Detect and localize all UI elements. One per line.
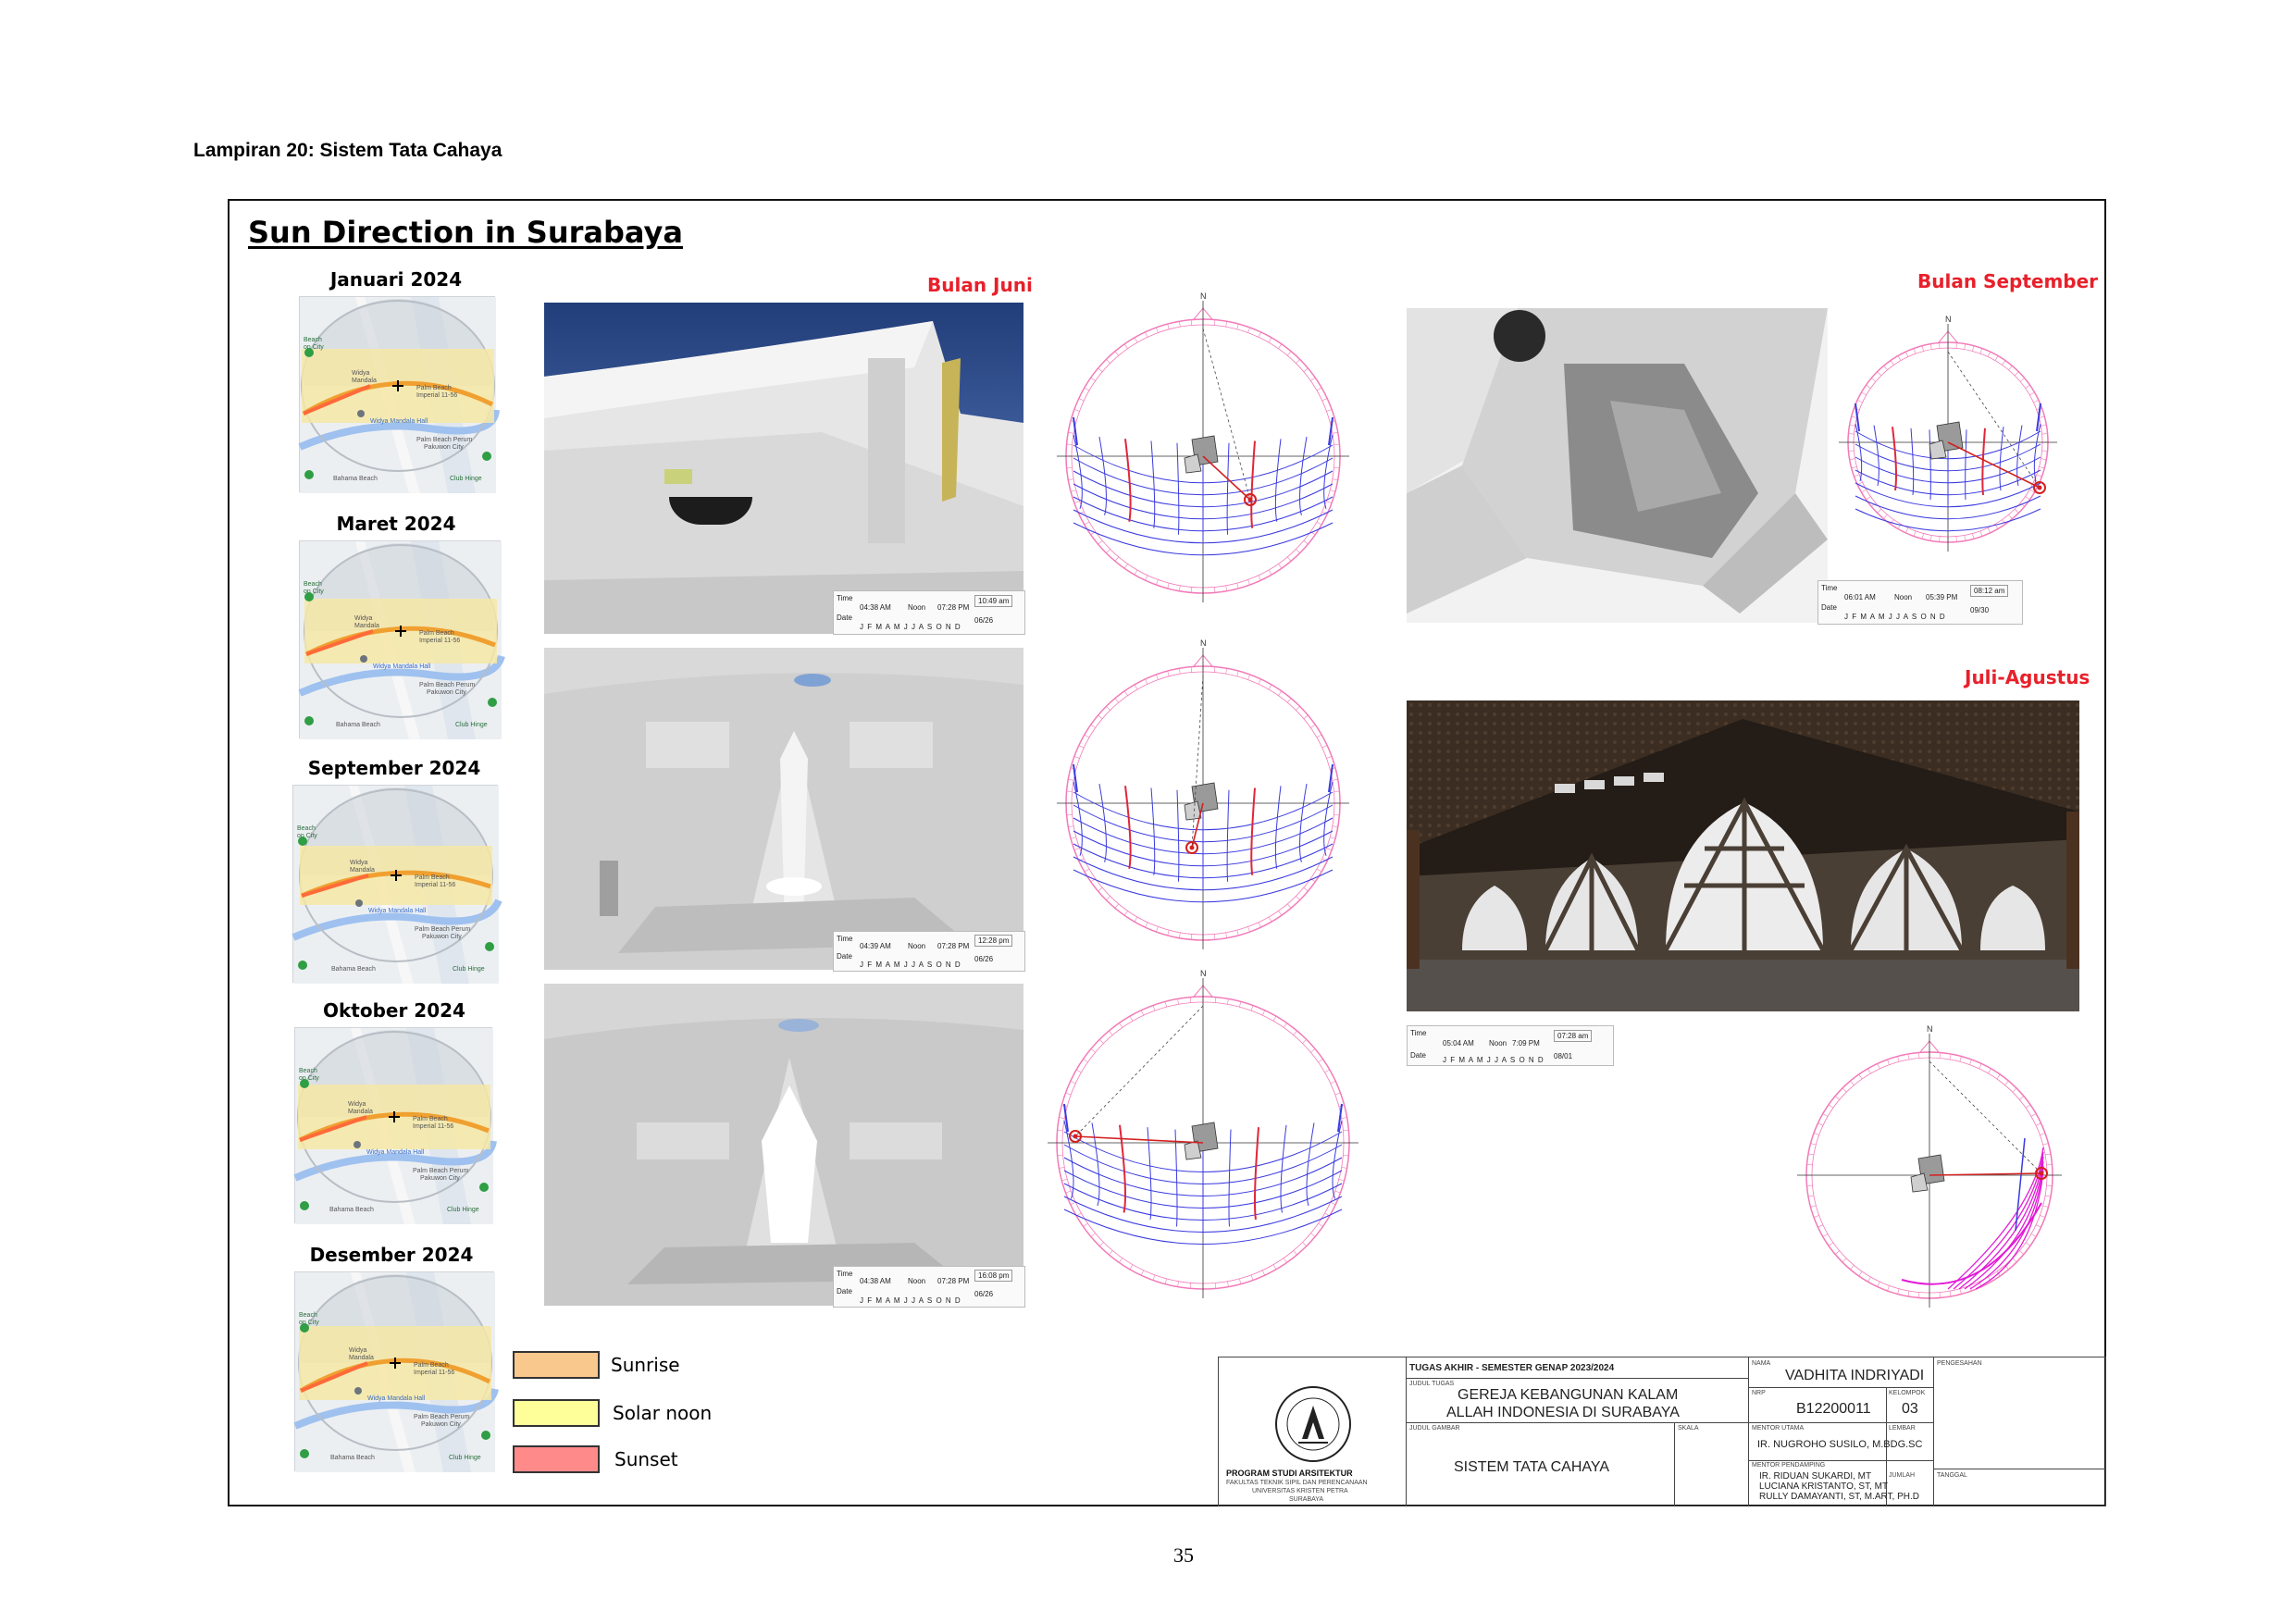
svg-text:Palm Beach: Palm Beach: [415, 874, 450, 881]
sun-path-map-5: [294, 1271, 494, 1471]
month-scale: J F M A M J J A S O N D: [1443, 1056, 1544, 1064]
svg-text:N: N: [1200, 638, 1207, 648]
svg-text:Palm Beach: Palm Beach: [416, 385, 452, 391]
svg-text:N: N: [1927, 1024, 1933, 1034]
svg-text:on City: on City: [299, 1075, 319, 1082]
svg-text:on City: on City: [304, 589, 324, 595]
sun-path-map-1: [299, 296, 495, 492]
svg-text:Palm Beach: Palm Beach: [419, 630, 454, 637]
date-value[interactable]: 06/26: [974, 1290, 994, 1298]
page-heading: Lampiran 20: Sistem Tata Cahaya: [193, 140, 502, 161]
tb-pendamping-label: MENTOR PENDAMPING: [1752, 1462, 1826, 1469]
svg-text:Pakuwon City: Pakuwon City: [420, 1175, 460, 1182]
tb-mentor: IR. NUGROHO SUSILO, M.BDG.SC: [1757, 1439, 1923, 1450]
tb-name: VADHITA INDRIYADI: [1785, 1368, 1925, 1383]
svg-text:Widya Mandala Hall: Widya Mandala Hall: [368, 908, 427, 914]
svg-text:Imperial 11-56: Imperial 11-56: [416, 392, 458, 399]
svg-text:Club Hinge: Club Hinge: [449, 1455, 481, 1461]
time-noon: Noon: [908, 942, 926, 950]
svg-text:on City: on City: [299, 1320, 319, 1326]
month-scale: J F M A M J J A S O N D: [860, 961, 961, 969]
time-value[interactable]: 07:28 am: [1554, 1030, 1592, 1042]
legend-label-sunrise: Sunrise: [611, 1354, 680, 1376]
page-number: 35: [1173, 1543, 1194, 1567]
tb-tanggal-label: TANGGAL: [1937, 1472, 1967, 1479]
map-label-2: Maret 2024: [336, 513, 456, 535]
date-label: Date: [837, 952, 852, 961]
svg-text:Bahama Beach: Bahama Beach: [331, 966, 376, 973]
section-label-juli-agustus: Juli-Agustus: [1965, 666, 2090, 688]
date-label: Date: [1410, 1051, 1426, 1060]
svg-text:Pakuwon City: Pakuwon City: [424, 444, 464, 451]
time-end: 07:28 PM: [937, 1277, 970, 1285]
svg-text:Club Hinge: Club Hinge: [447, 1207, 479, 1213]
time-panel-5[interactable]: [1407, 1025, 1614, 1066]
svg-text:Club Hinge: Club Hinge: [453, 966, 485, 973]
date-value[interactable]: 08/01: [1554, 1052, 1573, 1060]
date-label: Date: [837, 1287, 852, 1295]
time-value[interactable]: 16:08 pm: [974, 1270, 1012, 1282]
tb-drawing-title: SISTEM TATA CAHAYA: [1454, 1459, 1610, 1475]
time-value[interactable]: 10:49 am: [974, 595, 1012, 607]
time-panel-1[interactable]: [833, 590, 1025, 635]
tb-pendamping3: RULLY DAMAYANTI, ST, M.ART, PH.D: [1759, 1492, 1919, 1502]
title-block: [1218, 1357, 2106, 1506]
render-june-morning: [544, 303, 1023, 634]
tb-pendamping1: IR. RIDUAN SUKARDI, MT: [1759, 1471, 1872, 1481]
time-noon: Noon: [908, 603, 926, 612]
sun-path-diagram-2: [1046, 638, 1360, 947]
time-value[interactable]: 12:28 pm: [974, 935, 1012, 947]
tb-faculty: FAKULTAS TEKNIK SIPIL DAN PERENCANAAN: [1226, 1480, 1368, 1486]
svg-text:Mandala: Mandala: [354, 623, 379, 629]
date-label: Date: [837, 614, 852, 622]
tb-kelompok: 03: [1902, 1401, 1918, 1417]
render-september-aerial: [1407, 308, 1828, 623]
svg-text:Palm Beach Perum: Palm Beach Perum: [414, 1414, 470, 1420]
sun-path-diagram-1: [1046, 291, 1360, 600]
time-start: 04:38 AM: [860, 603, 891, 612]
tb-judul-tugas-label: JUDUL TUGAS: [1409, 1381, 1455, 1387]
time-label: Time: [1410, 1029, 1427, 1037]
tb-skala-label: SKALA: [1678, 1425, 1699, 1432]
svg-text:Palm Beach Perum: Palm Beach Perum: [416, 437, 473, 443]
svg-text:Mandala: Mandala: [348, 1109, 373, 1115]
svg-text:Widya Mandala Hall: Widya Mandala Hall: [367, 1395, 426, 1402]
time-start: 06:01 AM: [1844, 593, 1876, 601]
svg-text:on City: on City: [297, 833, 317, 839]
section-label-september: Bulan September: [1917, 270, 2099, 292]
section-label-juni: Bulan Juni: [927, 274, 1033, 296]
legend-label-sunset: Sunset: [614, 1448, 678, 1470]
svg-text:Widya: Widya: [352, 370, 370, 377]
svg-text:Widya Mandala Hall: Widya Mandala Hall: [366, 1149, 425, 1156]
svg-text:Pakuwon City: Pakuwon City: [427, 689, 466, 696]
svg-text:Mandala: Mandala: [350, 867, 375, 874]
svg-text:Mandala: Mandala: [352, 378, 377, 384]
render-june-afternoon: [544, 984, 1023, 1306]
svg-text:Pakuwon City: Pakuwon City: [422, 934, 462, 940]
date-label: Date: [1821, 603, 1837, 612]
month-scale: J F M A M J J A S O N D: [860, 1296, 961, 1305]
time-start: 04:38 AM: [860, 1277, 891, 1285]
svg-text:Widya: Widya: [348, 1101, 366, 1108]
tb-pengesahan-label: PENGESAHAN: [1937, 1360, 1982, 1367]
svg-text:Beach: Beach: [304, 581, 322, 588]
sun-path-diagram-4: [1832, 315, 2064, 549]
tb-project-line2: ALLAH INDONESIA DI SURABAYA: [1446, 1405, 1680, 1420]
map-label-5: Desember 2024: [309, 1244, 474, 1266]
month-scale: J F M A M J J A S O N D: [860, 623, 961, 631]
date-value[interactable]: 06/26: [974, 616, 994, 625]
tb-lembar-label: LEMBAR: [1889, 1425, 1916, 1432]
tb-city: SURABAYA: [1289, 1496, 1324, 1503]
time-value[interactable]: 08:12 am: [1970, 585, 2008, 597]
svg-text:Beach: Beach: [299, 1312, 317, 1319]
svg-text:Palm Beach Perum: Palm Beach Perum: [419, 682, 476, 688]
svg-text:Beach: Beach: [304, 337, 322, 343]
svg-text:Palm Beach: Palm Beach: [414, 1362, 449, 1369]
svg-text:Beach: Beach: [297, 825, 316, 832]
tb-judul-gambar-label: JUDUL GAMBAR: [1409, 1425, 1460, 1432]
svg-text:Mandala: Mandala: [349, 1355, 374, 1361]
svg-text:Imperial 11-56: Imperial 11-56: [413, 1123, 454, 1130]
svg-text:N: N: [1200, 291, 1207, 301]
render-june-noon: [544, 648, 1023, 970]
time-end: 05:39 PM: [1926, 593, 1958, 601]
svg-text:Bahama Beach: Bahama Beach: [330, 1455, 375, 1461]
svg-text:Imperial 11-56: Imperial 11-56: [414, 1370, 455, 1376]
svg-text:Bahama Beach: Bahama Beach: [333, 476, 378, 482]
legend-label-solar-noon: Solar noon: [613, 1402, 713, 1424]
time-panel-4[interactable]: [1817, 580, 2023, 625]
render-juli-agustus: [1407, 700, 2079, 1011]
svg-text:Bahama Beach: Bahama Beach: [336, 722, 380, 728]
time-label: Time: [837, 935, 853, 943]
tb-jumlah-label: JUMLAH: [1889, 1472, 1916, 1479]
tb-school: PROGRAM STUDI ARSITEKTUR: [1226, 1469, 1353, 1478]
time-start: 04:39 AM: [860, 942, 891, 950]
svg-text:Palm Beach Perum: Palm Beach Perum: [413, 1168, 469, 1174]
tb-mentor-label: MENTOR UTAMA: [1752, 1425, 1805, 1432]
university-seal-icon: [1274, 1385, 1352, 1463]
time-end: 07:28 PM: [937, 942, 970, 950]
tb-kelompok-label: KELOMPOK: [1889, 1390, 1926, 1396]
month-scale: J F M A M J J A S O N D: [1844, 613, 1946, 621]
map-label-4: Oktober 2024: [323, 999, 465, 1022]
time-noon: Noon: [1489, 1039, 1507, 1048]
tb-project-line1: GEREJA KEBANGUNAN KALAM: [1458, 1387, 1679, 1403]
time-label: Time: [1821, 584, 1838, 592]
time-panel-3[interactable]: [833, 1266, 1025, 1308]
svg-text:Imperial 11-56: Imperial 11-56: [415, 882, 456, 888]
svg-text:Widya Mandala Hall: Widya Mandala Hall: [370, 418, 428, 425]
date-value[interactable]: 09/30: [1970, 606, 1990, 614]
map-label-3: September 2024: [307, 757, 481, 779]
sun-path-diagram-5: [1795, 1024, 2064, 1309]
svg-text:N: N: [1200, 969, 1207, 978]
svg-text:Palm Beach: Palm Beach: [413, 1116, 448, 1122]
time-noon: Noon: [1894, 593, 1913, 601]
tb-university: UNIVERSITAS KRISTEN PETRA: [1252, 1488, 1348, 1494]
svg-text:Widya: Widya: [354, 615, 373, 622]
time-end: 7:09 PM: [1512, 1039, 1540, 1048]
sun-path-diagram-3: [1046, 969, 1360, 1295]
svg-text:Bahama Beach: Bahama Beach: [329, 1207, 374, 1213]
sun-path-map-4: [294, 1027, 492, 1223]
svg-text:on City: on City: [304, 344, 324, 351]
svg-text:Club Hinge: Club Hinge: [450, 476, 482, 482]
svg-text:N: N: [1945, 315, 1952, 324]
svg-text:Pakuwon City: Pakuwon City: [421, 1421, 461, 1428]
tb-nrp-label: NRP: [1752, 1390, 1766, 1396]
svg-text:Widya: Widya: [350, 860, 368, 866]
time-label: Time: [837, 1270, 853, 1278]
sheet-title: Sun Direction in Surabaya: [248, 215, 683, 250]
legend-swatch-solar-noon: [513, 1399, 600, 1427]
map-label-1: Januari 2024: [329, 268, 463, 291]
time-label: Time: [837, 594, 853, 602]
svg-text:Palm Beach Perum: Palm Beach Perum: [415, 926, 471, 933]
sun-path-map-2: [299, 540, 501, 738]
sun-path-map-3: [292, 785, 498, 983]
tb-course: TUGAS AKHIR - SEMESTER GENAP 2023/2024: [1409, 1363, 1615, 1373]
svg-text:Imperial 11-56: Imperial 11-56: [419, 638, 461, 644]
svg-text:Widya Mandala Hall: Widya Mandala Hall: [373, 663, 431, 670]
tb-pendamping2: LUCIANA KRISTANTO, ST, MT: [1759, 1481, 1889, 1492]
time-end: 07:28 PM: [937, 603, 970, 612]
date-value[interactable]: 06/26: [974, 955, 994, 963]
tb-nama-label: NAMA: [1752, 1360, 1771, 1367]
legend-swatch-sunrise: [513, 1351, 600, 1379]
time-start: 05:04 AM: [1443, 1039, 1474, 1048]
time-panel-2[interactable]: [833, 931, 1025, 972]
svg-text:Club Hinge: Club Hinge: [455, 722, 488, 728]
svg-text:Beach: Beach: [299, 1068, 317, 1074]
time-noon: Noon: [908, 1277, 926, 1285]
svg-text:Widya: Widya: [349, 1347, 367, 1354]
tb-nrp: B12200011: [1796, 1401, 1871, 1417]
legend-swatch-sunset: [513, 1445, 600, 1473]
